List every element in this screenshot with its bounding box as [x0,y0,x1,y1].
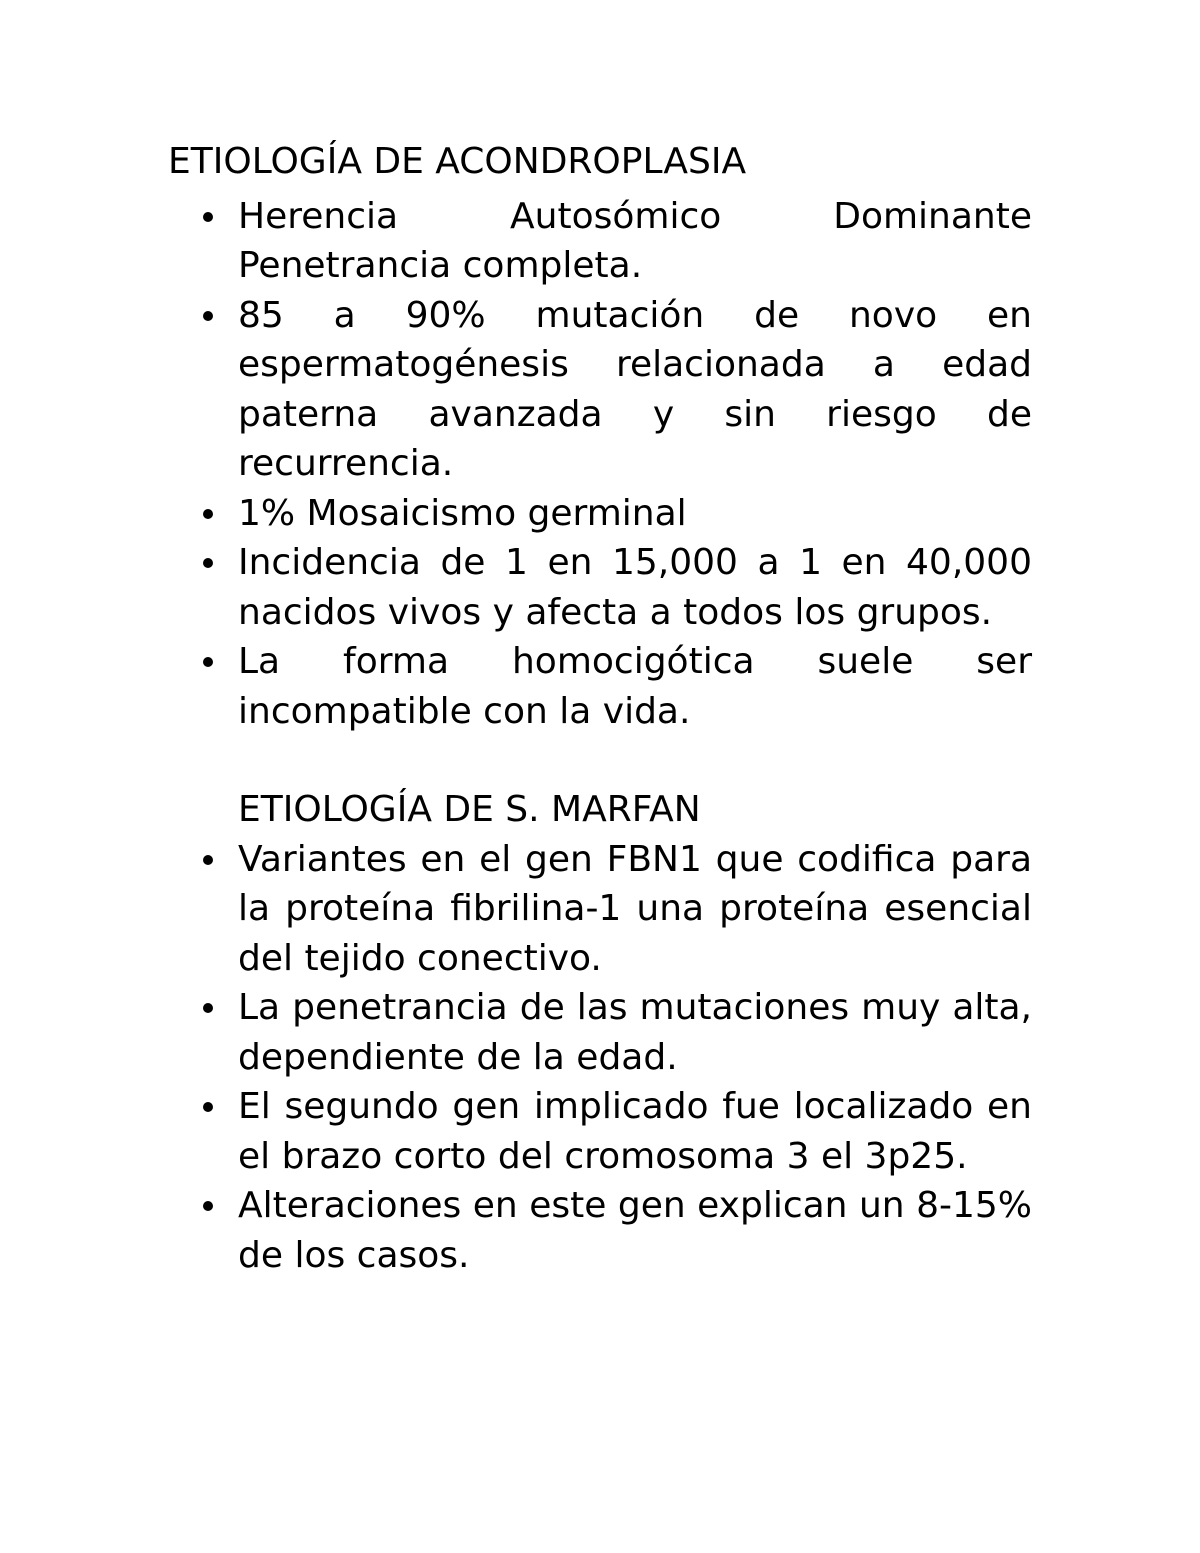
bullet-icon [203,509,213,519]
list-item-text: Variantes en el gen FBN1 que codifica para la proteína fibrilina-1 una proteína esencial del tejido conectivo. [238,838,1032,979]
acondroplasia-heading: ETIOLOGÍA DE ACONDROPLASIA [168,141,747,182]
list-item [168,291,1032,489]
list-item [168,192,1032,291]
list-item-text: Herencia Autosómico Dominante Penetrancia completa. [238,195,1032,286]
bullet-icon [203,855,213,865]
bullet-icon [203,657,213,667]
list-item [168,538,1032,637]
marfan-list [168,835,1032,1281]
bullet-icon [203,1201,213,1211]
list-item-text: 85 a 90% mutación de novo en espermatogénesis relacionada a edad paterna avanzada y sin riesgo de recurrencia. [238,294,1032,484]
list-item-text: La penetrancia de las mutaciones muy alta, dependiente de la edad. [238,987,1032,1078]
list-item-text: El segundo gen implicado fue localizado en el brazo corto del cromosoma 3 el 3p25. [238,1086,1032,1177]
bullet-icon [203,558,213,568]
bullet-icon [203,1003,213,1013]
list-item [168,983,1032,1082]
list-item [168,835,1032,984]
list-item [168,489,1032,539]
list-item-text: 1% Mosaicismo germinal [238,492,687,534]
list-item [168,637,1032,736]
list-item [168,1082,1032,1181]
bullet-icon [203,311,213,321]
document-body [168,137,1032,1280]
list-item-text: La forma homocigótica suele ser incompatible con la vida. [238,641,1032,732]
bullet-icon [203,212,213,222]
list-item-text: Incidencia de 1 en 15,000 a 1 en 40,000 nacidos vivos y afecta a todos los grupos. [238,542,1032,633]
list-item [168,1181,1032,1280]
acondroplasia-list [168,192,1032,737]
marfan-heading: ETIOLOGÍA DE S. MARFAN [238,789,701,830]
bullet-icon [203,1102,213,1112]
list-item-text: Alteraciones en este gen explican un 8-15% de los casos. [238,1185,1032,1276]
